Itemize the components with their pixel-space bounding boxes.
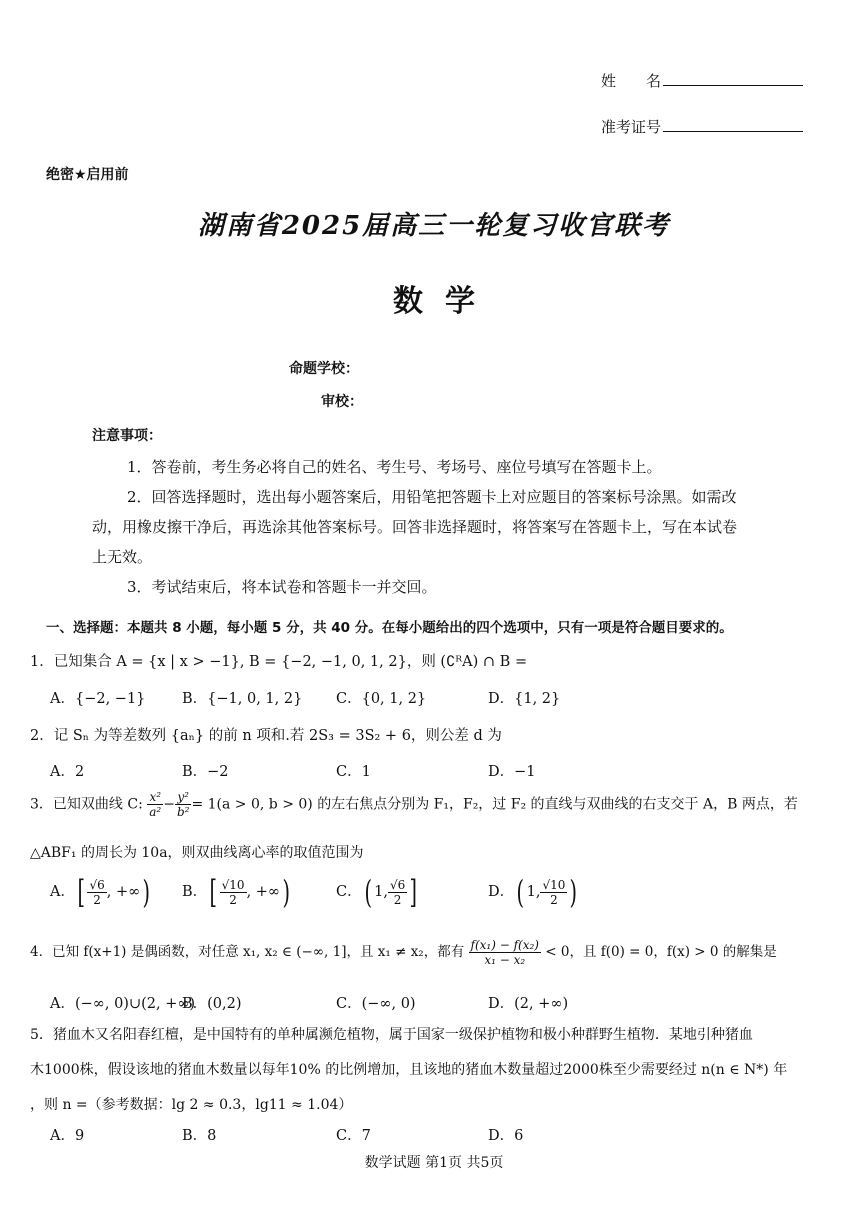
question-3-option-d: D．( 1, $\frac{√10}{2}$ ) <box>488 873 578 911</box>
question-3-option-b: B．[ $\frac{√10}{2}$ , +∞) <box>182 873 291 911</box>
question-2-option-c: C．1 <box>336 764 371 780</box>
question-4-option-d: D．(2, +∞) <box>488 996 569 1012</box>
question-5-option-b: B．8 <box>182 1128 217 1144</box>
question-2-option-d: D．−1 <box>488 764 536 780</box>
question-3-stem: 3．已知双曲线 C: $\frac{\text{x²}}{\text{a²}}$ − $\frac{\text{y²}}{\text{b²}}$ = 1(a > 0, b > 0) 的左右焦点分别为 F₁，F₂，过 F₂ 的直线与双曲线的右支交于 A，B 两点，若 <box>30 790 798 819</box>
subject-title: 数学 <box>393 284 497 319</box>
notice-item-2-line-1: 2．回答选择题时，选出每小题答案后，用铅笔把答题卡上对应题目的答案标号涂黑。如需改 <box>127 488 737 506</box>
question-1-option-a: A．{−2, −1} <box>50 691 146 707</box>
question-3-fraction-x: $\frac{\text{x²}}{\text{a²}}$ <box>149 790 162 819</box>
question-3-stem-prefix: 3．已知双曲线 C: <box>30 796 143 813</box>
question-4-stem-prefix: 4．已知 f(x+1) 是偶函数，对任意 x₁, x₂ ∈ (−∞, 1]，且 x₁ ≠ x₂，都有 <box>30 944 465 960</box>
setter-school-label: 命题学校： <box>289 361 359 377</box>
name-label: 姓 名 <box>601 72 662 90</box>
question-4-stem <box>30 938 777 967</box>
secret-label: 绝密★启用前 <box>46 167 129 183</box>
section-1-heading: 一、选择题：本题共 8 小题，每小题 5 分，共 40 分。在每小题给出的四个选项中，只有一项是符合题目要求的。 <box>46 620 733 636</box>
question-3-option-a: A．[ $\frac{√6}{2}$ , +∞) <box>50 873 151 911</box>
notice-item-2-line-2: 动，用橡皮擦干净后，再选涂其他答案标号。回答非选择题时，将答案写在答题卡上，写在本试卷 <box>92 518 738 536</box>
notice-item-3: 3．考试结束后，将本试卷和答题卡一并交回。 <box>127 578 437 596</box>
reviewer-label: 审校： <box>321 394 363 410</box>
exam-id-blank <box>663 117 803 132</box>
question-3-stem-line-2: △ABF₁ 的周长为 10a，则双曲线离心率的取值范围为 <box>30 845 364 861</box>
question-5-line-2: 木1000株，假设该地的猪血木数量以每年10% 的比例增加，且该地的猪血木数量超过2000株至少需要经过 n(n ∈ N*) 年 <box>30 1062 788 1078</box>
question-4-stem-suffix: < 0，且 f(0) = 0，f(x) > 0 的解集是 <box>545 944 777 960</box>
notice-item-2-line-3: 上无效。 <box>92 548 153 566</box>
question-1-option-c: C．{0, 1, 2} <box>336 691 427 707</box>
question-5-line-1: 5．猪血木又名阳春红檀，是中国特有的单种属濒危植物，属于国家一级保护植物和极小种群野生植物．某地引种猪血 <box>30 1027 753 1043</box>
name-blank <box>663 71 803 86</box>
question-1-stem: 1．已知集合 A = {x | x > −1}, B = {−2, −1, 0, 1, 2}，则 (∁ᴿA) ∩ B = <box>30 654 528 670</box>
notice-heading: 注意事项： <box>92 428 162 444</box>
question-2-option-b: B．−2 <box>182 764 229 780</box>
question-2-stem: 2．记 Sₙ 为等差数列 {aₙ} 的前 n 项和.若 2S₃ = 3S₂ + 6，则公差 d 为 <box>30 728 502 744</box>
question-5-option-d: D．6 <box>488 1128 524 1144</box>
exam-id-label: 准考证号 <box>601 118 662 136</box>
question-2-option-a: A．2 <box>50 764 85 780</box>
question-4-option-a: A．(−∞, 0)∪(2, +∞) <box>50 996 196 1012</box>
exam-title: 湖南省2025届高三一轮复习收官联考 <box>197 211 671 241</box>
question-5-line-3: ，则 n =（参考数据：lg 2 ≈ 0.3，lg11 ≈ 1.04） <box>30 1097 353 1113</box>
notice-item-1: 1．答卷前，考生务必将自己的姓名、考生号、考场号、座位号填写在答题卡上。 <box>127 458 662 476</box>
question-4-fraction: $\frac{\text{f(x₁) − f(x₂)}}{\text{x₁ − x₂}}$ <box>470 938 539 967</box>
question-3-fraction-y: $\frac{\text{y²}}{\text{b²}}$ <box>176 790 190 819</box>
question-3-stem-suffix: = 1(a > 0, b > 0) 的左右焦点分别为 F₁，F₂，过 F₂ 的直线与双曲线的右支交于 A，B 两点，若 <box>191 796 798 813</box>
question-1-option-b: B．{−1, 0, 1, 2} <box>182 691 303 707</box>
question-1-option-d: D．{1, 2} <box>488 691 561 707</box>
page-footer: 数学试题 第1页 共5页 <box>364 1155 504 1171</box>
question-5-option-a: A．9 <box>50 1128 85 1144</box>
name-field <box>601 70 803 91</box>
question-3-option-c: C．( 1, $\frac{√6}{2}$ ] <box>336 873 418 911</box>
question-4-option-c: C．(−∞, 0) <box>336 996 416 1012</box>
question-4-option-b: B．(0,2) <box>182 996 242 1012</box>
question-5-option-c: C．7 <box>336 1128 371 1144</box>
exam-id-field <box>601 116 803 137</box>
